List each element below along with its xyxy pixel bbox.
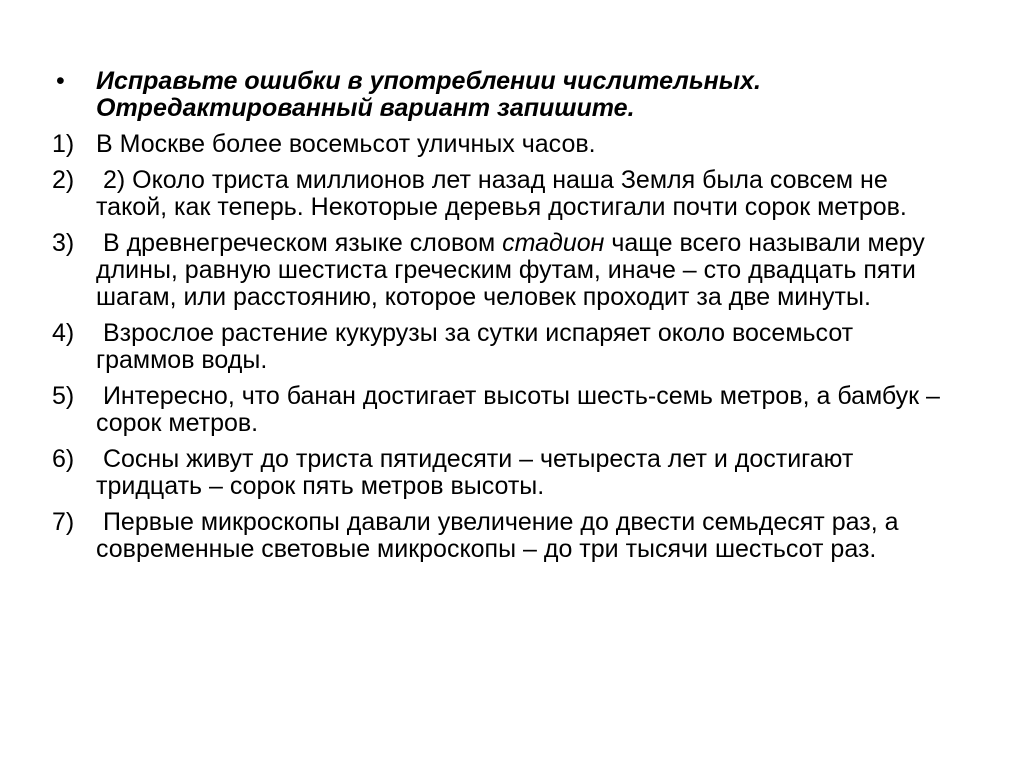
list-item-6 — [52, 446, 952, 500]
bullet-marker: • — [56, 67, 65, 95]
list-item-2 — [52, 167, 952, 221]
list-item-1 — [52, 131, 952, 158]
item-text: 2) Около триста миллионов лет назад наша Земля была совсем не такой, как теперь. Некоторые деревья достигали почти сорок метров. — [96, 166, 907, 221]
exercise-list — [52, 68, 952, 572]
item-number: 6) — [52, 445, 75, 473]
item-text: Сосны живут до триста пятидесяти – четыреста лет и достигают тридцать – сорок пять метров высоты. — [96, 445, 861, 500]
heading-text: Исправьте ошибки в употреблении числительных. Отредактированный вариант запишите. — [96, 67, 761, 122]
item-text: Интересно, что банан достигает высоты шесть-семь метров, а бамбук – сорок метров. — [96, 382, 947, 437]
item-text-after: чаще всего называли меру длины, равную шестиста греческим футам, иначе – сто двадцать пяти шагам, или расстоянию, которое человек проходит за две минуты. — [96, 229, 932, 311]
item-number: 2) — [52, 166, 75, 194]
item-number: 4) — [52, 319, 75, 347]
item-number: 5) — [52, 382, 75, 410]
item-number: 1) — [52, 130, 75, 158]
item-text: Взрослое растение кукурузы за сутки испаряет около восемьсот граммов воды. — [96, 319, 861, 374]
item-emphasis: стадион — [502, 229, 605, 257]
item-text-before: В древнегреческом языке словом — [96, 229, 503, 257]
item-number: 3) — [52, 229, 75, 257]
list-item-3 — [52, 230, 952, 311]
list-item-5 — [52, 383, 952, 437]
item-number: 7) — [52, 508, 75, 536]
exercise-heading — [52, 68, 952, 122]
item-text: Первые микроскопы давали увеличение до двести семьдесят раз, а современные световые микроскопы – до три тысячи шестьсот раз. — [96, 508, 906, 563]
list-item-7 — [52, 509, 952, 563]
list-item-4 — [52, 320, 952, 374]
item-text: В Москве более восемьсот уличных часов. — [96, 130, 596, 158]
